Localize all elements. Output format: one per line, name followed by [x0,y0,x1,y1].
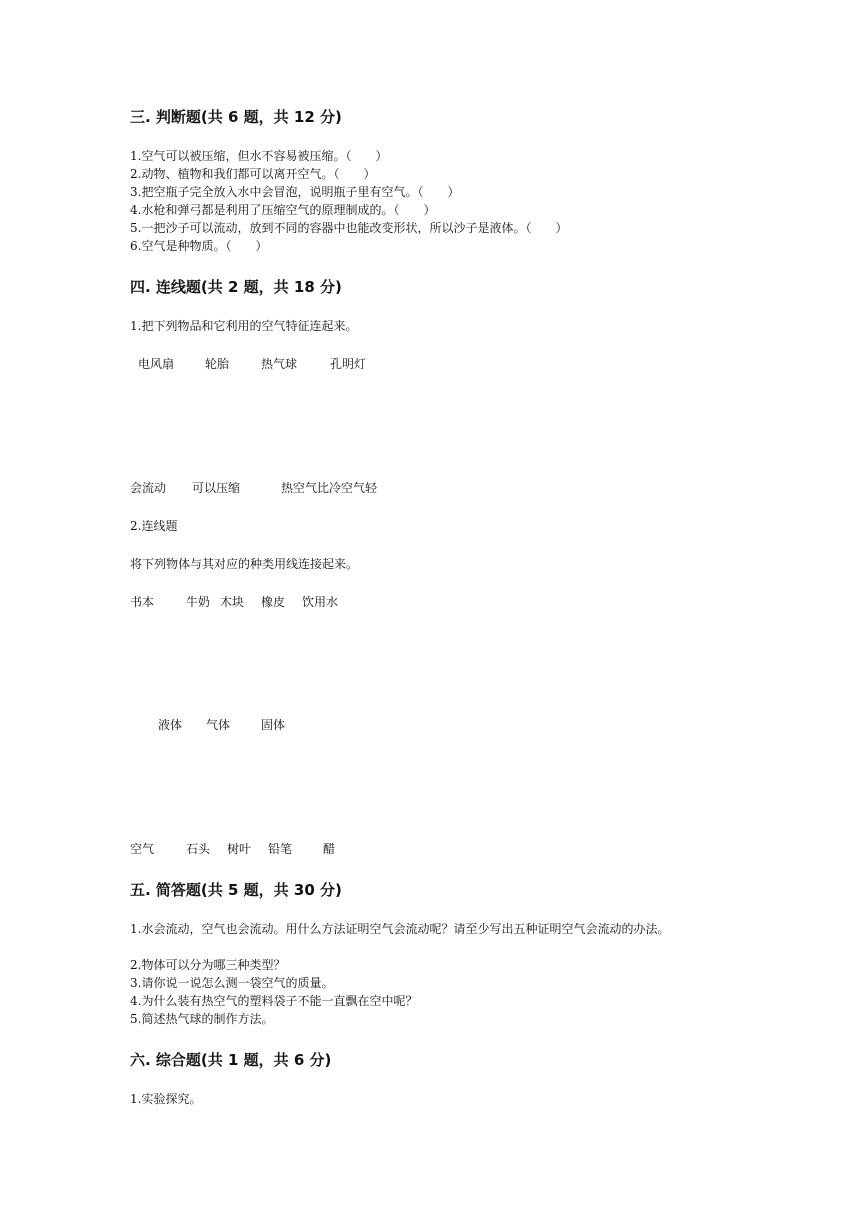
matching-q1-prompt: 1.把下列物品和它利用的空气特征连起来。 [130,319,358,333]
matching-q2-category: 气体 [206,718,231,732]
short-answer-item-3: 3.请你说一说怎么测一袋空气的质量。 [130,976,334,990]
matching-q2-category: 液体 [158,718,183,732]
matching-q2-top-item: 木块 [220,595,245,609]
matching-q2-bottom-item: 树叶 [227,842,252,856]
matching-q2-bottom-item: 铅笔 [268,842,293,856]
section-3-title: 三. 判断题(共 6 题，共 12 分) [130,108,342,126]
section-4-title: 四. 连线题(共 2 题，共 18 分) [130,278,342,296]
matching-q2-bottom-item: 空气 [130,842,155,856]
matching-q2-top-item: 书本 [130,595,155,609]
matching-q2-bottom-item: 石头 [186,842,211,856]
matching-q1-bottom-item: 会流动 [130,481,167,495]
matching-q1-top-item: 电风扇 [138,357,175,371]
matching-q1-top-item: 轮胎 [205,357,230,371]
matching-q2-top-item: 饮用水 [302,595,339,609]
judgement-item-5: 5.一把沙子可以流动，放到不同的容器中也能改变形状，所以沙子是液体。（ ） [130,221,568,235]
matching-q1-bottom-item: 热空气比冷空气轻 [281,481,378,495]
short-answer-item-4: 4.为什么装有热空气的塑料袋子不能一直飘在空中呢？ [130,994,418,1008]
judgement-item-6: 6.空气是种物质。（ ） [130,239,268,253]
section-5-title: 五. 简答题(共 5 题，共 30 分) [130,881,342,899]
short-answer-item-2: 2.物体可以分为哪三种类型？ [130,958,286,972]
judgement-item-1: 1.空气可以被压缩，但水不容易被压缩。（ ） [130,149,388,163]
section-6-title: 六. 综合题(共 1 题，共 6 分) [130,1051,332,1069]
matching-q2-top-item: 橡皮 [261,595,286,609]
matching-q2-bottom-item: 醋 [323,842,336,856]
matching-q2-top-item: 牛奶 [186,595,211,609]
matching-q2-title: 2.连线题 [130,519,178,533]
judgement-item-4: 4.水枪和弹弓都是利用了压缩空气的原理制成的。（ ） [130,203,436,217]
comprehensive-item-1: 1.实验探究。 [130,1092,202,1106]
short-answer-item-5: 5.简述热气球的制作方法。 [130,1012,274,1026]
short-answer-item-1: 1.水会流动，空气也会流动。用什么方法证明空气会流动呢？请至少写出五种证明空气会流动的办法。 [130,922,670,936]
matching-q2-prompt: 将下列物体与其对应的种类用线连接起来。 [130,557,359,571]
matching-q1-bottom-item: 可以压缩 [192,481,241,495]
judgement-item-2: 2.动物、植物和我们都可以离开空气。（ ） [130,167,376,181]
matching-q1-top-item: 热气球 [261,357,298,371]
judgement-item-3: 3.把空瓶子完全放入水中会冒泡，说明瓶子里有空气。（ ） [130,185,460,199]
matching-q1-top-item: 孔明灯 [330,357,367,371]
matching-q2-category: 固体 [261,718,286,732]
